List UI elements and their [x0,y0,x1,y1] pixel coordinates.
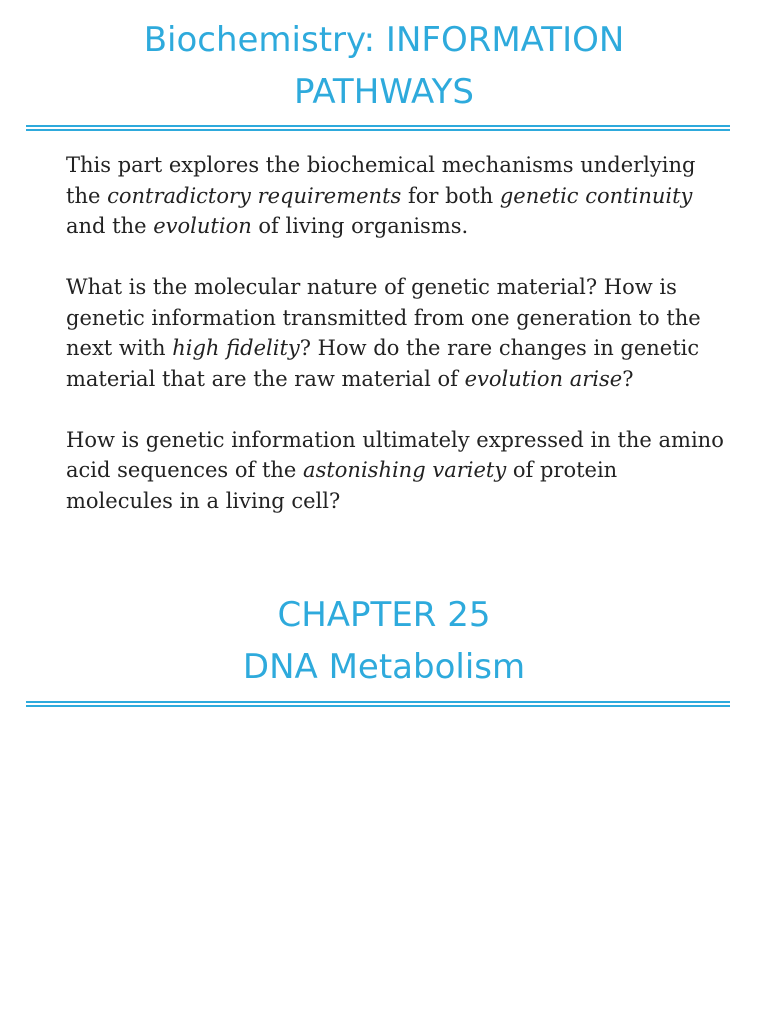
text-run: ? [622,366,634,391]
italic-run: contradictory requirements [107,183,402,208]
paragraph-3 [66,425,726,517]
text-run: ? How do the rare changes in genetic material that are the raw material of [66,336,700,391]
chapter-number: CHAPTER 25 [277,595,491,635]
text-run: How is genetic information ultimately expressed in the amino acid sequences of the [66,427,724,482]
text-run: What is the molecular nature of genetic material? How is genetic information transmitted from one generation to the next with [66,275,701,360]
italic-run: high fidelity [172,336,300,360]
italic-run: genetic continuity [499,183,693,208]
text-run: This part explores the biochemical mechanisms underlying the [66,153,696,208]
bottom-divider [26,701,730,707]
italic-run: evolution arise [464,366,623,391]
italic-run: astonishing variety [303,458,507,482]
text-run: for both [401,183,500,208]
paragraph-2 [66,272,726,394]
text-run: of living organisms. [251,214,469,238]
title-line-2: PATHWAYS [293,72,474,112]
intro-text [66,150,726,575]
top-divider [26,125,730,131]
title-line-1: Biochemistry: INFORMATION [143,20,625,60]
italic-run: evolution [153,214,252,238]
document-title [0,14,768,118]
text-run: of protein molecules in a living cell? [66,458,618,513]
paragraph-1 [66,150,726,242]
text-run: and the [66,214,154,238]
chapter-heading [0,589,768,693]
chapter-name: DNA Metabolism [242,647,526,687]
